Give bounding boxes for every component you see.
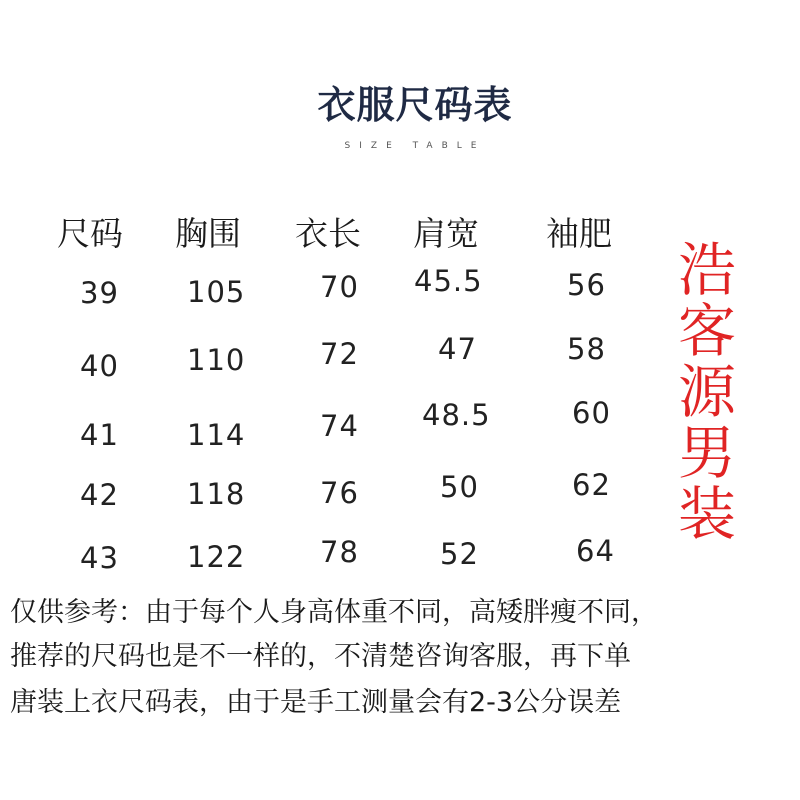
cell-shoulder: 52: [440, 537, 479, 571]
cell-shoulder: 48.5: [422, 398, 491, 432]
header-chest: 胸围: [175, 214, 241, 253]
page-subtitle: SIZE TABLE: [344, 141, 486, 151]
cell-sleeve: 58: [567, 332, 606, 366]
cell-size: 41: [80, 418, 119, 452]
cell-size: 43: [80, 541, 119, 575]
cell-size: 40: [80, 349, 119, 383]
cell-shoulder: 50: [440, 470, 479, 504]
cell-shoulder: 47: [438, 332, 477, 366]
header-sleeve: 袖肥: [546, 214, 612, 253]
cell-sleeve: 62: [572, 468, 611, 502]
cell-sleeve: 64: [576, 534, 615, 568]
cell-chest: 122: [187, 540, 246, 574]
note-line: 推荐的尺码也是不一样的，不清楚咨询客服，再下单: [10, 641, 631, 672]
cell-shoulder: 45.5: [414, 264, 483, 298]
note-line: 仅供参考：由于每个人身高体重不同，高矮胖瘦不同，: [10, 597, 658, 628]
header-size: 尺码: [57, 214, 123, 253]
brand-name: 浩客源男装: [677, 236, 736, 548]
note-line: 唐装上衣尺码表，由于是手工测量会有2-3公分误差: [10, 687, 622, 718]
cell-chest: 110: [187, 343, 246, 377]
header-length: 衣长: [295, 214, 361, 253]
cell-chest: 118: [187, 477, 246, 511]
page-title: 衣服尺码表: [317, 83, 513, 127]
cell-length: 74: [320, 409, 359, 443]
cell-chest: 105: [187, 275, 246, 309]
cell-chest: 114: [187, 418, 246, 452]
cell-length: 70: [320, 270, 359, 304]
header-shoulder: 肩宽: [413, 214, 479, 253]
cell-size: 39: [80, 276, 119, 310]
cell-sleeve: 60: [572, 396, 611, 430]
cell-length: 78: [320, 535, 359, 569]
cell-length: 76: [320, 476, 359, 510]
cell-sleeve: 56: [567, 268, 606, 302]
cell-length: 72: [320, 337, 359, 371]
cell-size: 42: [80, 478, 119, 512]
